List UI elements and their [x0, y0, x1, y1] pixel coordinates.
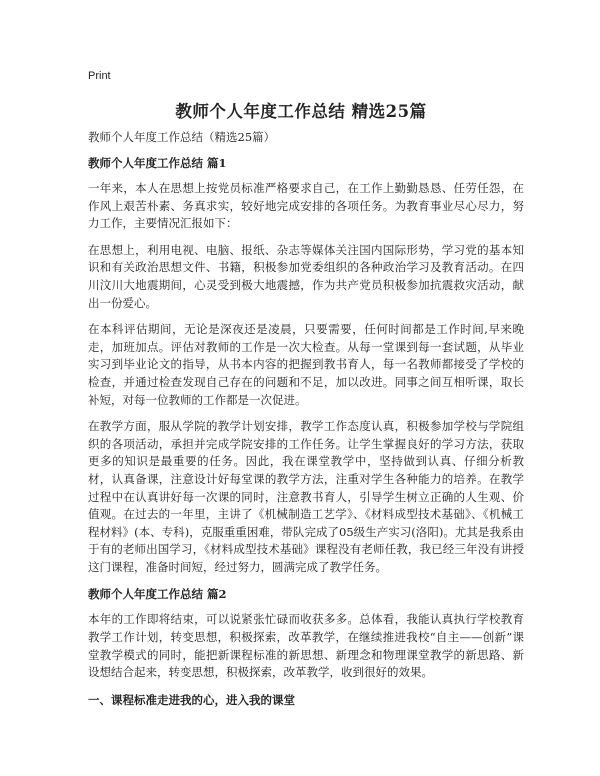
paragraph: 在思想上，利用电视、电脑、报纸、杂志等媒体关注国内国际形势，学习党的基本知识和有关政治思想文件、书籍，积极参加党委组织的各种政治学习及教育活动。在四川汶川大地震期间，心灵受到极大地震撼，作为共产党员积极参加抗震救灾活动，献出一份爱心。 — [88, 242, 524, 310]
section-heading-2: 教师个人年度工作总结 篇2 — [88, 587, 227, 602]
sub-heading: 一、课程标准走进我的心，进入我的课堂 — [88, 692, 295, 707]
paragraph: 在教学方面，服从学院的教学计划安排，教学工作态度认真，积极参加学校与学院组织的各项活动，承担并完成学院安排的工作任务。让学生掌握良好的学习方法，获取更多的知识是最重要的任务。因此，我在课堂教学中，坚持做到认真、仔细分析教材，认真备课，注意设计好每堂课的教学方法，注重对学生各种能力的培养。在教学过程中在认真讲好每一次课的同时，注意教书育人，引导学生树立正确的人生观、价值观。在过去的一年里，主讲了《机械制造工艺学》、《材料成型技术基础》、《机械工程材料》(本、专科)，克服重重困难，带队完成了05级生产实习(洛阳)。尤其是我系由于有的老师出国学习，《材料成型技术基础》课程没有老师任教，我已经三年没有讲授这门课程，准备时间短，经过努力，圆满完成了教学任务。 — [88, 419, 524, 574]
paragraph: 在本科评估期间，无论是深夜还是凌晨，只要需要，任何时间都是工作时间,早来晚走，加班加点。评估对教师的工作是一次大检查。从每一堂课到每一套试题，从毕业实习到毕业论文的指导，从书本内容的把握到教书育人，每一名教师都接受了学校的检查，并通过检查发现自己存在的问题和不足，加以改进。同事之间互相听课，取长补短，对每一位教师的工作都是一次促进。 — [88, 322, 524, 407]
page-title: 教师个人年度工作总结 精选25篇 — [175, 102, 427, 121]
document-subtitle: 教师个人年度工作总结（精选25篇） — [88, 130, 276, 144]
print-link[interactable]: Print — [88, 70, 111, 82]
section-heading-1: 教师个人年度工作总结 篇1 — [88, 156, 227, 170]
paragraph: 本年的工作即将结束，可以说紧张忙碌而收获多多。总体看，我能认真执行学校教育教学工作计划，转变思想，积极探索，改革教学，在继续推进我校“自主——创新”课堂教学模式的同时，能把新课程标准的新思想、新理念和物理课堂教学的新思路、新设想结合起来，转变思想，积极探索，改革教学，收到很好的效果。 — [88, 612, 524, 680]
document-body — [88, 128, 524, 709]
paragraph: 一年来，本人在思想上按党员标准严格要求自己，在工作上勤勤恳恳、任劳任怨，在作风上艰苦朴素、务真求实，较好地完成安排的各项任务。为教育事业尽心尽力，努力工作，主要情况汇报如下： — [88, 181, 524, 231]
